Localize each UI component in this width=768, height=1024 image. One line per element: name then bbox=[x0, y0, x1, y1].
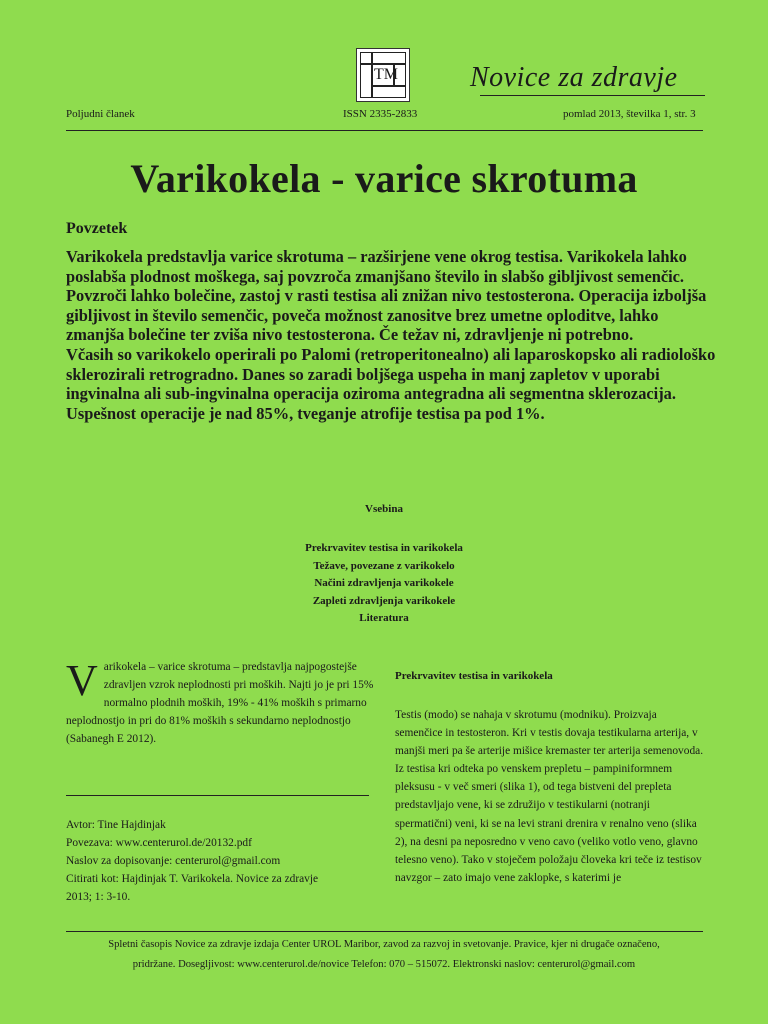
contents-item: Prekrvavitev testisa in varikokela bbox=[305, 542, 463, 554]
issn: ISSN 2335-2833 bbox=[343, 108, 418, 120]
logo-grid-icon bbox=[360, 52, 406, 98]
journal-title-underline bbox=[480, 95, 705, 96]
contents-item: Literatura bbox=[359, 612, 409, 624]
page-footer bbox=[60, 935, 708, 975]
section-heading: Prekrvavitev testisa in varikokela bbox=[395, 670, 553, 682]
contents-title: Vsebina bbox=[365, 503, 403, 515]
column-divider bbox=[66, 795, 369, 796]
footer-line: pridržane. Dosegljivost: www.centerurol.de/novice Telefon: 070 – 515072. Elektronski naslov: centerurol@gmail.com bbox=[132, 959, 636, 970]
article-title: Varikokela - varice skrotuma bbox=[130, 156, 638, 201]
meta-citation: Citirati kot: Hajdinjak T. Varikokela. Novice za zdravje bbox=[66, 873, 319, 886]
abstract-paragraph: Včasih so varikokelo operirali po Palomi (retroperitonealno) ali laparoskopsko ali radiološko sklerozirali retrogradno. Danes so zaradi boljšega uspeha in manj zapletov v uporabi ingvinalna ali sub-ingvinalna operacija oziroma antegradna ali segmentna sklerozacija. bbox=[66, 344, 716, 404]
article-meta bbox=[66, 816, 376, 906]
issue-info: pomlad 2013, številka 1, str. 3 bbox=[563, 108, 696, 120]
footer-divider bbox=[66, 931, 703, 932]
meta-citation-cont: 2013; 1: 3-10. bbox=[66, 891, 131, 904]
drop-cap: V bbox=[66, 656, 98, 705]
meta-author: Avtor: Tine Hajdinjak bbox=[66, 819, 166, 831]
journal-title: Novice za zdravje bbox=[470, 62, 678, 93]
abstract-paragraph: Varikokela predstavlja varice skrotuma – razširjene vene okrog testisa. Varikokela lahko poslabša plodnost moškega, saj povzroča zmanjšano število in slabšo gibljivost semenčic. Povzroči lahko bolečine, zastoj v rasti testisa ali znižan nivo testosterona. Operacija izboljša gibljivost in število semenčic, poveča možnost zanositve brez umetne oploditve, lahko zmanjša bolečine ter zviša nivo testosterona. Če težav ni, zdravljenje ni potrebno. bbox=[66, 247, 707, 345]
intro-text: arikokela – varice skrotuma – predstavlja najpogostejše zdravljen vzrok neplodnosti pri moških. Najti jo je pri 15% normalno plodnih moških, 19% - 41% moških s primarno neplodnostjo in pri do 81% moških s sekundarno neplodnostjo (Sabanegh E 2012). bbox=[66, 661, 374, 745]
contents-item: Načini zdravljenja varikokele bbox=[314, 577, 454, 589]
logo-text: TM bbox=[374, 66, 398, 83]
abstract-body bbox=[66, 247, 716, 423]
contents-item: Težave, povezane z varikokelo bbox=[313, 559, 455, 572]
abstract-paragraph: Uspešnost operacije je nad 85%, tveganje atrofije testisa pa pod 1%. bbox=[66, 403, 545, 423]
intro-paragraph bbox=[66, 658, 376, 748]
section-body: Testis (modo) se nahaja v skrotumu (modniku). Proizvaja semenčice in testosteron. Kri v testis dovaja testikularna arterija, v manjši meri pa še arterije mišice kremaster ter arterija semenovoda. Iz testisa kri odteka po venskem prepletu – pampiniformnem pleksusu - v več smeri (slika 1), od tega bistveni del prepleta predstavljajo vene, ki se združijo v testikularni (notranji spermatični) veni, ki se na levi strani drenira v renalno veno (slika 2), na desni pa neposredno v veno cavo (veliko votlo veno, glavno telesno veno). Tako v stoječem položaju človeka kri teče iz testisov navzgor – zato imajo vene zaklopke, s katerimi je bbox=[395, 709, 704, 884]
contents-item: Zapleti zdravljenja varikokele bbox=[312, 594, 456, 607]
article-type: Poljudni članek bbox=[66, 108, 135, 120]
contents-list bbox=[0, 540, 768, 628]
meta-contact[interactable]: Naslov za dopisovanje: centerurol@gmail.com bbox=[66, 855, 281, 868]
header-divider bbox=[66, 130, 703, 131]
footer-line: Spletni časopis Novice za zdravje izdaja Center UROL Maribor, zavod za razvoj in svetovanje. Pravice, kjer ni drugače označeno, bbox=[108, 939, 660, 950]
journal-logo bbox=[356, 48, 410, 102]
abstract-heading: Povzetek bbox=[66, 220, 128, 237]
meta-link[interactable]: Povezava: www.centerurol.de/20132.pdf bbox=[66, 837, 252, 850]
